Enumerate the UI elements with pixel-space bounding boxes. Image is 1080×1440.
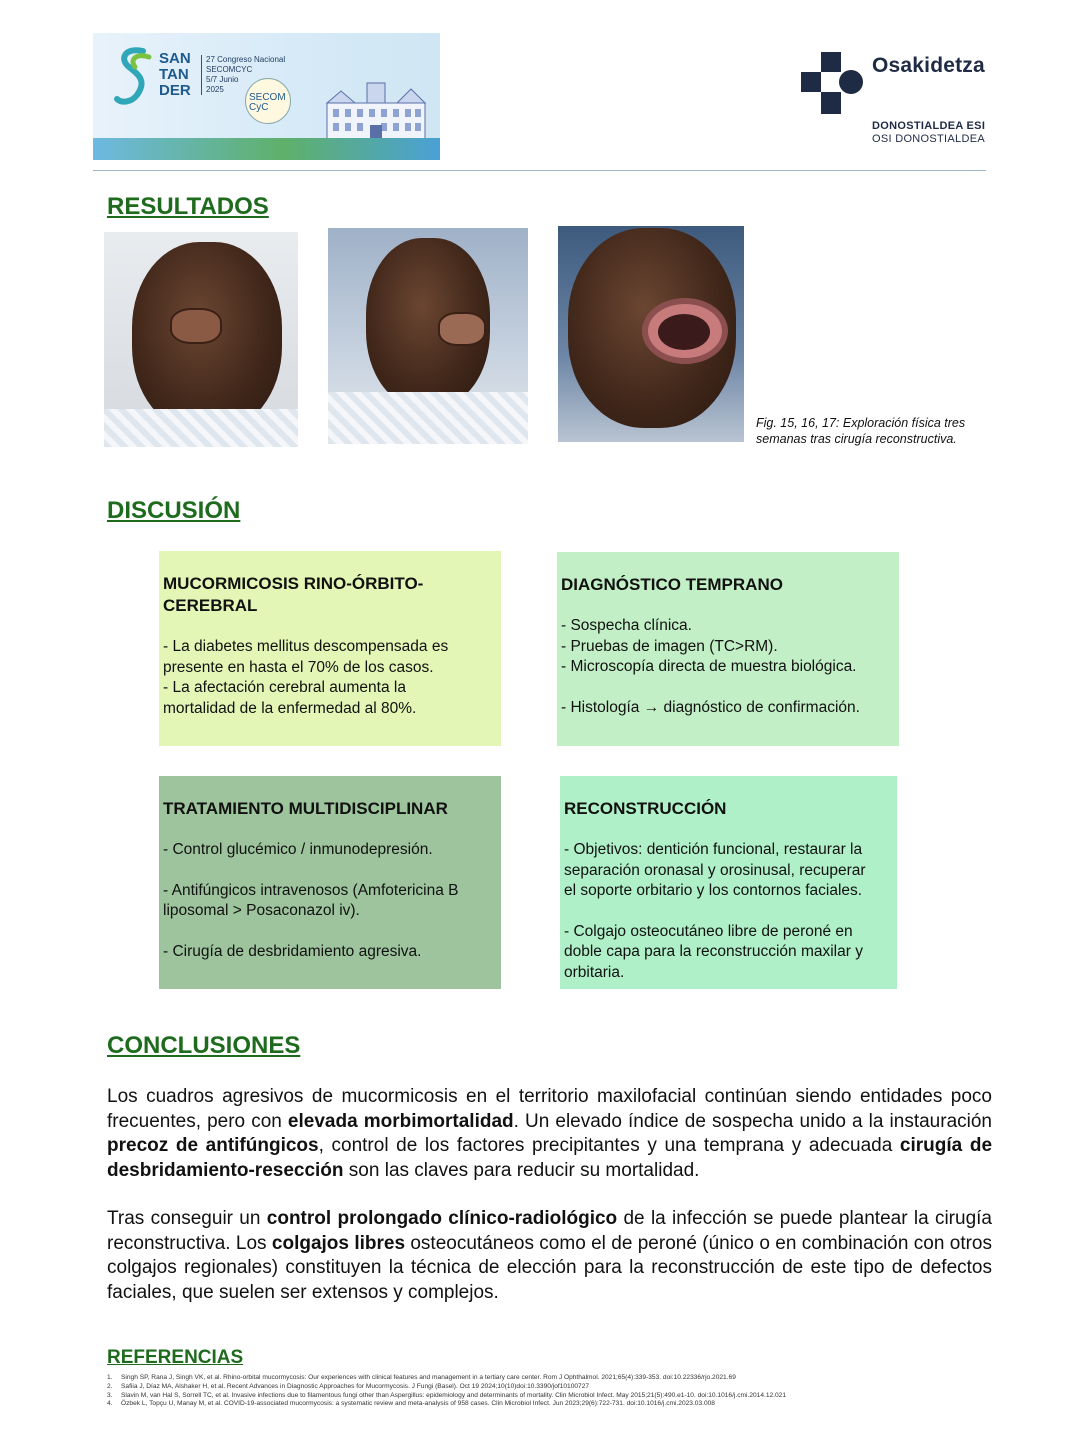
conclusiones-title: CONCLUSIONES bbox=[107, 1032, 301, 1059]
figure-caption: Fig. 15, 16, 17: Exploración física tres semanas tras cirugía reconstructiva. bbox=[756, 416, 966, 446]
banner-ground bbox=[93, 138, 440, 160]
patient-photo-frontal bbox=[328, 228, 528, 444]
box-reconstruccion: RECONSTRUCCIÓN - Objetivos: dentición funcional, restaurar la separación oronasal y orosinusal, recuperar el soporte orbitario y los contornos faciales. - Colgajo osteocutáneo libre de peroné en doble capa para la reconstrucción maxilar y orbitaria. bbox=[560, 776, 897, 989]
reference-item: 3. Slavin M, van Hal S, Sorrell TC, et al. Invasive infections due to filamentous fungi other than Aspergillus: epidemiology and determinants of mortality. Clin Microbiol Infect. May 2015;21(5):490.e1-10. doi:10.1016/j.cmi.2014.12.021 bbox=[107, 1391, 786, 1399]
box-diagnostico-heading: DIAGNÓSTICO TEMPRANO bbox=[561, 575, 783, 594]
osakidetza-esi: DONOSTIALDEA ESI bbox=[872, 120, 986, 132]
patient-photo-oblique bbox=[104, 232, 298, 447]
resultados-title: RESULTADOS bbox=[107, 193, 269, 220]
reference-list bbox=[107, 1374, 1007, 1409]
conclusion-paragraph-1: Los cuadros agresivos de mucormicosis en el territorio maxilofacial continúan siendo entidades poco frecuentes, pero con elevada morbimortalidad. Un elevado índice de sospecha unido a la instauración precoz de antifúngicos, control de los factores precipitantes y una temprana y adecuada cirugía de desbridamiento-resección son las claves para reducir su mortalidad. bbox=[107, 1086, 993, 1181]
osakidetza-osi: OSI DONOSTIALDEA bbox=[872, 133, 985, 145]
box-reconstruccion-heading: RECONSTRUCCIÓN bbox=[564, 799, 727, 818]
header-divider bbox=[93, 170, 986, 171]
reference-item: 4. Özbek L, Topçu U, Manay M, et al. COVID-19-associated mucormycosis: a systematic review and meta-analysis of 958 cases. Clin Microbiol Infect. Jun 2023;29(6):722-731. doi:10.1016/j.cmi.2023.03.008 bbox=[107, 1400, 715, 1408]
reference-item: 2. Safiia J, Díaz MA, Alshaker H, et al. Recent Advances in Diagnostic Approaches for Mucormycosis. J Fungi (Basel). Oct 19 2024;10(10)doi:10.3390/jof10100727 bbox=[107, 1382, 590, 1390]
palace-illustration bbox=[321, 75, 431, 145]
conclusion-paragraph-2: Tras conseguir un control prolongado clínico-radiológico de la infección se puede plantear la cirugía reconstructiva. Los colgajos libres osteocutáneos como el de peroné (único o en combinación con otros colgajos regionales) constituyen la técnica de elección para la reconstrucción de este tipo de defectos faciales, que suelen ser extensos y complejos. bbox=[107, 1208, 992, 1303]
congress-banner bbox=[93, 33, 440, 160]
box-mucormicosis-heading: MUCORMICOSIS RINO-ÓRBITO- CEREBRAL bbox=[163, 574, 424, 615]
osakidetza-name: Osakidetza bbox=[872, 54, 985, 77]
reference-item: 1. Singh SP, Rana J, Singh VK, et al. Rhino-orbital mucormycosis: Our experiences with clinical features and management in a tertiary care center. Rom J Ophthalmol. 2021;65(4):339-353. doi:10.22336/rjo.2021.69 bbox=[107, 1374, 736, 1381]
patient-photo-mouth-open bbox=[558, 226, 744, 442]
box-mucormicosis: MUCORMICOSIS RINO-ÓRBITO- CEREBRAL - La diabetes mellitus descompensada es presente en hasta el 70% de los casos. - La afectación cerebral aumenta la mortalidad de la enfermedad al 80%. bbox=[159, 551, 501, 746]
congress-details: 27 Congreso Nacional SECOMCYC 5/7 Junio 2025 bbox=[201, 55, 311, 95]
osakidetza-logo-icon bbox=[801, 52, 863, 114]
box-diagnostico: DIAGNÓSTICO TEMPRANO - Sospecha clínica. - Pruebas de imagen (TC>RM). - Microscopía directa de muestra biológica. - Histología → diagnóstico de confirmación. bbox=[557, 552, 899, 746]
box-tratamiento-heading: TRATAMIENTO MULTIDISCIPLINAR bbox=[163, 799, 448, 818]
congress-city: SAN TAN DER bbox=[159, 50, 191, 99]
congress-s-logo bbox=[113, 45, 155, 109]
box-tratamiento: TRATAMIENTO MULTIDISCIPLINAR - Control glucémico / inmunodepresión. - Antifúngicos intravenosos (Amfotericina B liposomal > Posaconazol iv). - Cirugía de desbridamiento agresiva. bbox=[159, 776, 501, 989]
secomcyc-seal-text: SECOM CyC bbox=[249, 92, 286, 113]
discusion-title: DISCUSIÓN bbox=[107, 497, 241, 524]
referencias-title: REFERENCIAS bbox=[107, 1347, 244, 1368]
